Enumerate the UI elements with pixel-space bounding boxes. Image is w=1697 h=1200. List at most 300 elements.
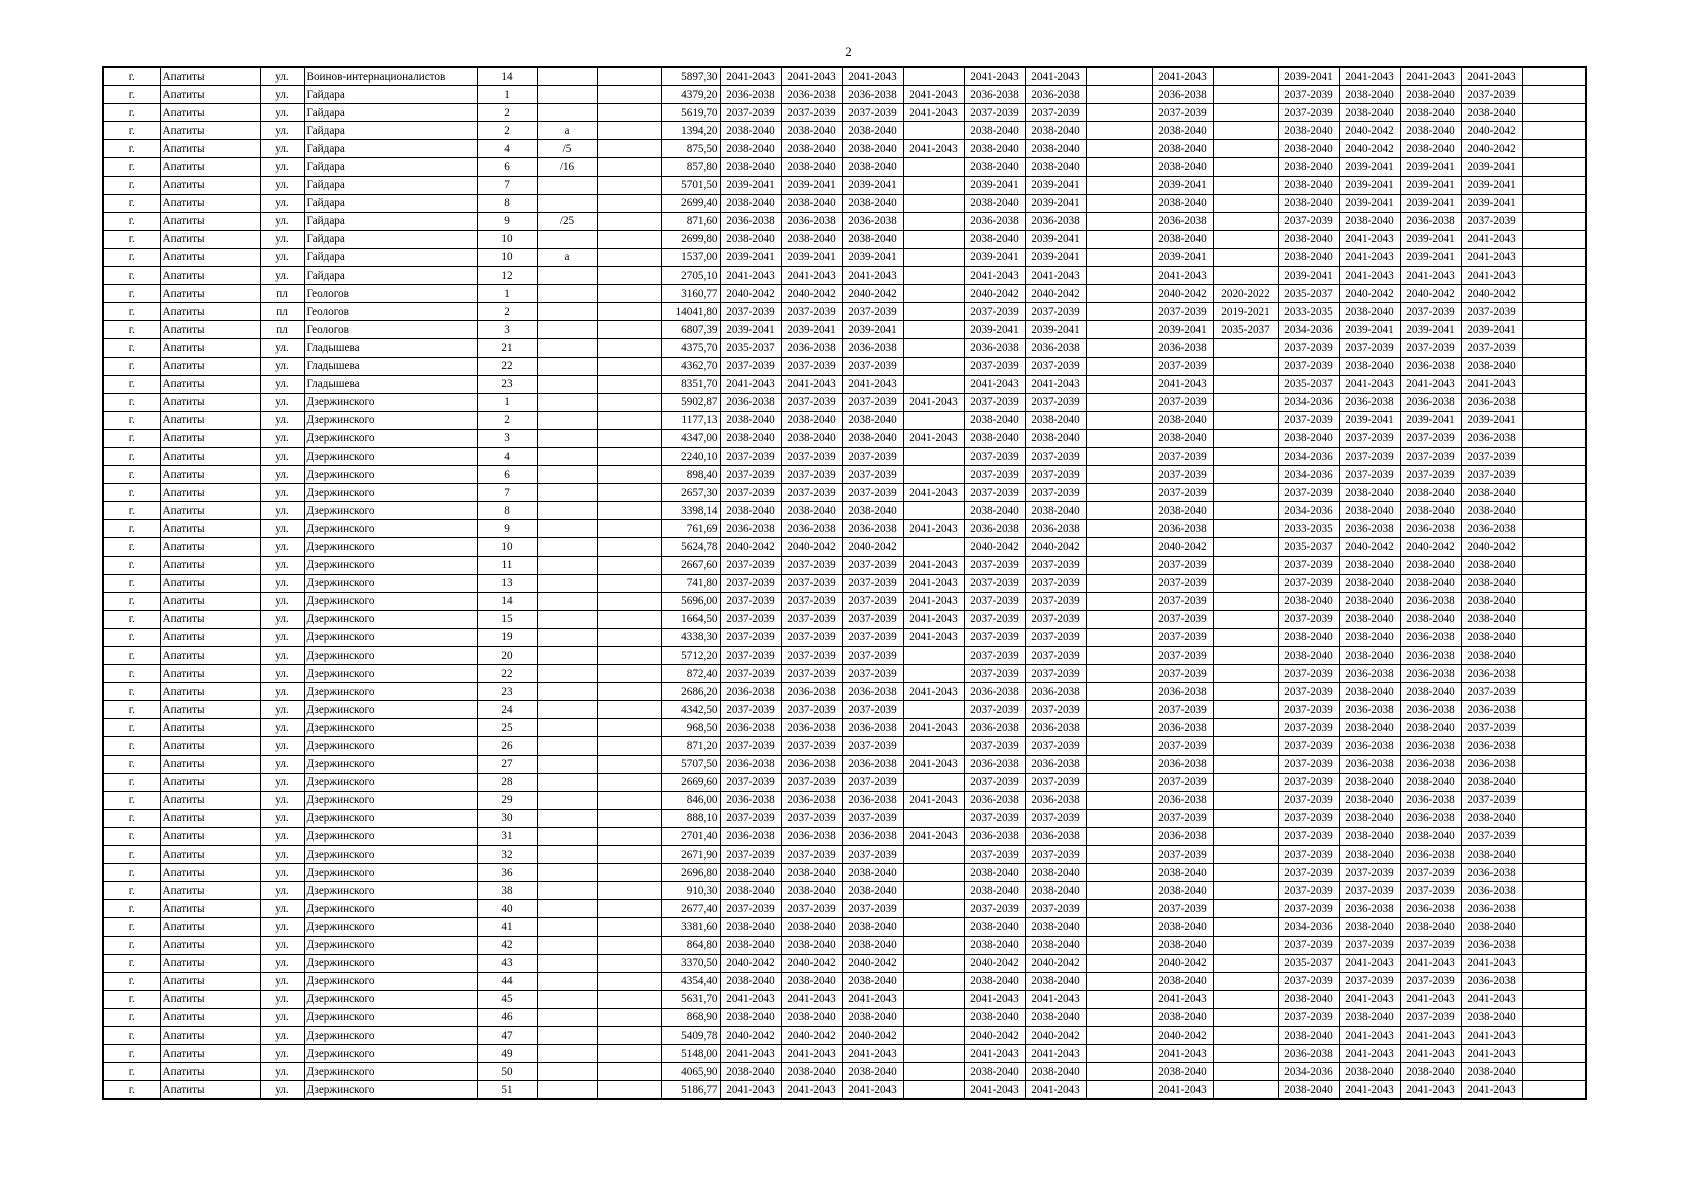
city-cell: Апатиты: [160, 990, 260, 1008]
period-cell-3: 2038-2040: [842, 122, 903, 140]
letter-cell: [597, 864, 661, 882]
area-cell: 2686,20: [661, 683, 720, 701]
area-cell: 1537,00: [661, 248, 720, 266]
city-cell: Апатиты: [160, 248, 260, 266]
extra-cell: [1522, 104, 1586, 122]
period-cell-4: [903, 357, 964, 375]
period-cell-11: 2038-2040: [1339, 846, 1400, 864]
building-cell: [537, 267, 597, 285]
period-cell-2: 2037-2039: [781, 104, 842, 122]
period-cell-12: 2036-2038: [1400, 846, 1461, 864]
city-type-cell: г.: [103, 882, 160, 900]
period-cell-2: 2038-2040: [781, 230, 842, 248]
period-cell-11: 2038-2040: [1339, 484, 1400, 502]
period-cell-10: 2038-2040: [1278, 176, 1339, 194]
period-cell-3: 2038-2040: [842, 194, 903, 212]
period-cell-6: 2037-2039: [1025, 357, 1086, 375]
house-number-cell: 51: [477, 1081, 537, 1100]
street-name-cell: Дзержинского: [304, 1008, 477, 1026]
period-cell-7: [1086, 592, 1152, 610]
period-cell-2: 2039-2041: [781, 321, 842, 339]
period-cell-8: 2037-2039: [1152, 556, 1213, 574]
building-cell: [537, 86, 597, 104]
period-cell-12: 2038-2040: [1400, 86, 1461, 104]
period-cell-2: 2037-2039: [781, 574, 842, 592]
house-number-cell: 6: [477, 466, 537, 484]
house-number-cell: 45: [477, 990, 537, 1008]
extra-cell: [1522, 574, 1586, 592]
table-row: [103, 375, 1586, 393]
street-name-cell: Гайдара: [304, 267, 477, 285]
period-cell-10: 2037-2039: [1278, 86, 1339, 104]
period-cell-11: 2038-2040: [1339, 719, 1400, 737]
period-cell-13: 2037-2039: [1461, 466, 1522, 484]
city-cell: Апатиты: [160, 574, 260, 592]
period-cell-9: [1213, 429, 1278, 447]
period-cell-9: [1213, 339, 1278, 357]
period-cell-4: 2041-2043: [903, 592, 964, 610]
extra-cell: [1522, 737, 1586, 755]
letter-cell: [597, 882, 661, 900]
period-cell-3: 2036-2038: [842, 520, 903, 538]
period-cell-7: [1086, 339, 1152, 357]
period-cell-9: [1213, 230, 1278, 248]
period-cell-8: 2038-2040: [1152, 918, 1213, 936]
period-cell-3: 2037-2039: [842, 809, 903, 827]
period-cell-7: [1086, 375, 1152, 393]
period-cell-8: 2037-2039: [1152, 665, 1213, 683]
building-cell: [537, 393, 597, 411]
period-cell-2: 2038-2040: [781, 429, 842, 447]
table-row: [103, 104, 1586, 122]
period-cell-6: 2038-2040: [1025, 502, 1086, 520]
area-cell: 2696,80: [661, 864, 720, 882]
period-cell-11: 2040-2042: [1339, 140, 1400, 158]
period-cell-8: 2040-2042: [1152, 954, 1213, 972]
area-cell: 8351,70: [661, 375, 720, 393]
street-type-cell: ул.: [260, 520, 304, 538]
letter-cell: [597, 267, 661, 285]
period-cell-4: [903, 176, 964, 194]
period-cell-8: 2040-2042: [1152, 538, 1213, 556]
period-cell-2: 2038-2040: [781, 918, 842, 936]
period-cell-7: [1086, 556, 1152, 574]
period-cell-2: 2037-2039: [781, 628, 842, 646]
period-cell-6: 2037-2039: [1025, 303, 1086, 321]
building-cell: [537, 683, 597, 701]
period-cell-10: 2036-2038: [1278, 1045, 1339, 1063]
period-cell-9: 2020-2022: [1213, 285, 1278, 303]
period-cell-13: 2038-2040: [1461, 574, 1522, 592]
building-cell: [537, 972, 597, 990]
area-cell: 1664,50: [661, 610, 720, 628]
city-type-cell: г.: [103, 683, 160, 701]
period-cell-2: 2038-2040: [781, 122, 842, 140]
period-cell-7: [1086, 466, 1152, 484]
building-cell: [537, 194, 597, 212]
period-cell-9: [1213, 375, 1278, 393]
extra-cell: [1522, 375, 1586, 393]
period-cell-5: 2038-2040: [964, 194, 1025, 212]
building-cell: /16: [537, 158, 597, 176]
period-cell-9: [1213, 791, 1278, 809]
period-cell-4: [903, 882, 964, 900]
street-name-cell: Дзержинского: [304, 447, 477, 465]
period-cell-3: 2038-2040: [842, 158, 903, 176]
period-cell-1: 2037-2039: [720, 592, 781, 610]
table-row: [103, 719, 1586, 737]
area-cell: 1394,20: [661, 122, 720, 140]
city-type-cell: г.: [103, 791, 160, 809]
city-type-cell: г.: [103, 230, 160, 248]
table-row: [103, 755, 1586, 773]
street-name-cell: Воинов-интернационалистов: [304, 67, 477, 86]
street-type-cell: ул.: [260, 827, 304, 845]
period-cell-1: 2040-2042: [720, 538, 781, 556]
period-cell-11: 2037-2039: [1339, 466, 1400, 484]
period-cell-5: 2036-2038: [964, 520, 1025, 538]
city-type-cell: г.: [103, 1026, 160, 1044]
house-number-cell: 36: [477, 864, 537, 882]
table-row: [103, 158, 1586, 176]
period-cell-7: [1086, 882, 1152, 900]
period-cell-10: 2037-2039: [1278, 882, 1339, 900]
period-cell-5: 2036-2038: [964, 339, 1025, 357]
house-number-cell: 23: [477, 375, 537, 393]
table-row: [103, 918, 1586, 936]
period-cell-6: 2038-2040: [1025, 140, 1086, 158]
period-cell-7: [1086, 846, 1152, 864]
letter-cell: [597, 701, 661, 719]
table-row: [103, 556, 1586, 574]
city-type-cell: г.: [103, 194, 160, 212]
extra-cell: [1522, 918, 1586, 936]
extra-cell: [1522, 1008, 1586, 1026]
period-cell-2: 2037-2039: [781, 773, 842, 791]
building-cell: [537, 1008, 597, 1026]
area-cell: 4342,50: [661, 701, 720, 719]
period-cell-2: 2036-2038: [781, 791, 842, 809]
period-cell-7: [1086, 285, 1152, 303]
city-cell: Апатиты: [160, 755, 260, 773]
period-cell-3: 2036-2038: [842, 86, 903, 104]
period-cell-8: 2041-2043: [1152, 1081, 1213, 1100]
period-cell-2: 2041-2043: [781, 990, 842, 1008]
city-cell: Апатиты: [160, 665, 260, 683]
city-type-cell: г.: [103, 158, 160, 176]
street-name-cell: Дзержинского: [304, 520, 477, 538]
period-cell-11: 2041-2043: [1339, 248, 1400, 266]
period-cell-8: 2036-2038: [1152, 520, 1213, 538]
building-cell: [537, 484, 597, 502]
period-cell-2: 2037-2039: [781, 900, 842, 918]
letter-cell: [597, 954, 661, 972]
area-cell: 5696,00: [661, 592, 720, 610]
period-cell-3: 2039-2041: [842, 321, 903, 339]
period-cell-10: 2038-2040: [1278, 122, 1339, 140]
extra-cell: [1522, 1063, 1586, 1081]
period-cell-2: 2037-2039: [781, 737, 842, 755]
period-cell-10: 2037-2039: [1278, 556, 1339, 574]
period-cell-9: [1213, 67, 1278, 86]
period-cell-2: 2036-2038: [781, 339, 842, 357]
letter-cell: [597, 466, 661, 484]
extra-cell: [1522, 267, 1586, 285]
letter-cell: [597, 574, 661, 592]
area-cell: 4362,70: [661, 357, 720, 375]
street-name-cell: Гайдара: [304, 212, 477, 230]
city-type-cell: г.: [103, 954, 160, 972]
extra-cell: [1522, 972, 1586, 990]
area-cell: 898,40: [661, 466, 720, 484]
period-cell-1: 2036-2038: [720, 791, 781, 809]
extra-cell: [1522, 864, 1586, 882]
period-cell-8: 2038-2040: [1152, 936, 1213, 954]
table-row: [103, 176, 1586, 194]
period-cell-1: 2037-2039: [720, 647, 781, 665]
period-cell-9: [1213, 737, 1278, 755]
period-cell-13: 2037-2039: [1461, 827, 1522, 845]
period-cell-6: 2037-2039: [1025, 737, 1086, 755]
city-type-cell: г.: [103, 538, 160, 556]
period-cell-5: 2036-2038: [964, 719, 1025, 737]
area-cell: 5409,78: [661, 1026, 720, 1044]
period-cell-12: 2037-2039: [1400, 447, 1461, 465]
letter-cell: [597, 67, 661, 86]
city-type-cell: г.: [103, 447, 160, 465]
house-number-cell: 7: [477, 176, 537, 194]
period-cell-9: [1213, 954, 1278, 972]
letter-cell: [597, 538, 661, 556]
period-cell-12: 2041-2043: [1400, 267, 1461, 285]
building-cell: [537, 285, 597, 303]
period-cell-12: 2036-2038: [1400, 592, 1461, 610]
period-cell-5: 2040-2042: [964, 285, 1025, 303]
period-cell-4: [903, 285, 964, 303]
period-cell-1: 2036-2038: [720, 683, 781, 701]
period-cell-3: 2037-2039: [842, 773, 903, 791]
period-cell-9: [1213, 411, 1278, 429]
period-cell-12: 2038-2040: [1400, 1063, 1461, 1081]
letter-cell: [597, 484, 661, 502]
period-cell-11: 2041-2043: [1339, 990, 1400, 1008]
period-cell-5: 2039-2041: [964, 176, 1025, 194]
letter-cell: [597, 429, 661, 447]
city-type-cell: г.: [103, 520, 160, 538]
letter-cell: [597, 411, 661, 429]
period-cell-1: 2037-2039: [720, 104, 781, 122]
period-cell-4: [903, 502, 964, 520]
street-type-cell: ул.: [260, 502, 304, 520]
period-cell-9: [1213, 1081, 1278, 1100]
extra-cell: [1522, 447, 1586, 465]
period-cell-13: 2040-2042: [1461, 140, 1522, 158]
area-cell: 5707,50: [661, 755, 720, 773]
period-cell-10: 2037-2039: [1278, 972, 1339, 990]
period-cell-2: 2037-2039: [781, 484, 842, 502]
period-cell-13: 2037-2039: [1461, 719, 1522, 737]
house-number-cell: 23: [477, 683, 537, 701]
house-number-cell: 26: [477, 737, 537, 755]
area-cell: 872,40: [661, 665, 720, 683]
letter-cell: [597, 610, 661, 628]
extra-cell: [1522, 683, 1586, 701]
period-cell-1: 2041-2043: [720, 67, 781, 86]
area-cell: 2677,40: [661, 900, 720, 918]
period-cell-5: 2038-2040: [964, 864, 1025, 882]
building-cell: [537, 502, 597, 520]
period-cell-2: 2040-2042: [781, 285, 842, 303]
building-cell: а: [537, 248, 597, 266]
table-row: [103, 212, 1586, 230]
period-cell-8: 2038-2040: [1152, 1008, 1213, 1026]
city-cell: Апатиты: [160, 1081, 260, 1100]
period-cell-4: [903, 248, 964, 266]
extra-cell: [1522, 900, 1586, 918]
period-cell-4: [903, 737, 964, 755]
period-cell-4: [903, 1045, 964, 1063]
city-type-cell: г.: [103, 719, 160, 737]
period-cell-11: 2038-2040: [1339, 791, 1400, 809]
period-cell-4: 2041-2043: [903, 86, 964, 104]
period-cell-10: 2037-2039: [1278, 827, 1339, 845]
house-number-cell: 3: [477, 321, 537, 339]
period-cell-6: 2039-2041: [1025, 230, 1086, 248]
period-cell-8: 2041-2043: [1152, 67, 1213, 86]
period-cell-12: 2037-2039: [1400, 429, 1461, 447]
period-cell-5: 2037-2039: [964, 104, 1025, 122]
period-cell-2: 2037-2039: [781, 592, 842, 610]
street-type-cell: ул.: [260, 212, 304, 230]
street-name-cell: Дзержинского: [304, 466, 477, 484]
period-cell-1: 2041-2043: [720, 267, 781, 285]
street-name-cell: Дзержинского: [304, 972, 477, 990]
city-cell: Апатиты: [160, 429, 260, 447]
letter-cell: [597, 755, 661, 773]
period-cell-11: 2037-2039: [1339, 972, 1400, 990]
period-cell-8: 2036-2038: [1152, 719, 1213, 737]
period-cell-3: 2038-2040: [842, 230, 903, 248]
period-cell-5: 2037-2039: [964, 773, 1025, 791]
building-cell: [537, 809, 597, 827]
building-cell: [537, 665, 597, 683]
period-cell-4: [903, 267, 964, 285]
area-cell: 3398,14: [661, 502, 720, 520]
extra-cell: [1522, 248, 1586, 266]
period-cell-9: [1213, 647, 1278, 665]
city-type-cell: г.: [103, 393, 160, 411]
extra-cell: [1522, 719, 1586, 737]
table-row: [103, 665, 1586, 683]
period-cell-12: 2039-2041: [1400, 194, 1461, 212]
period-cell-4: [903, 538, 964, 556]
period-cell-11: 2038-2040: [1339, 773, 1400, 791]
period-cell-7: [1086, 827, 1152, 845]
period-cell-12: 2037-2039: [1400, 339, 1461, 357]
area-cell: 5186,77: [661, 1081, 720, 1100]
area-cell: 5897,30: [661, 67, 720, 86]
period-cell-6: 2040-2042: [1025, 285, 1086, 303]
street-name-cell: Дзержинского: [304, 737, 477, 755]
area-cell: 3370,50: [661, 954, 720, 972]
period-cell-8: 2041-2043: [1152, 375, 1213, 393]
period-cell-13: 2041-2043: [1461, 1081, 1522, 1100]
period-cell-9: [1213, 592, 1278, 610]
street-name-cell: Дзержинского: [304, 864, 477, 882]
period-cell-10: 2035-2037: [1278, 285, 1339, 303]
period-cell-8: 2036-2038: [1152, 791, 1213, 809]
period-cell-10: 2037-2039: [1278, 339, 1339, 357]
building-cell: [537, 918, 597, 936]
area-cell: 2705,10: [661, 267, 720, 285]
extra-cell: [1522, 429, 1586, 447]
city-cell: Апатиты: [160, 393, 260, 411]
area-cell: 875,50: [661, 140, 720, 158]
letter-cell: [597, 447, 661, 465]
period-cell-13: 2041-2043: [1461, 990, 1522, 1008]
street-name-cell: Дзержинского: [304, 393, 477, 411]
period-cell-6: 2038-2040: [1025, 429, 1086, 447]
house-number-cell: 4: [477, 140, 537, 158]
period-cell-7: [1086, 194, 1152, 212]
city-type-cell: г.: [103, 429, 160, 447]
period-cell-4: [903, 864, 964, 882]
letter-cell: [597, 393, 661, 411]
city-cell: Апатиты: [160, 719, 260, 737]
city-type-cell: г.: [103, 122, 160, 140]
street-type-cell: ул.: [260, 755, 304, 773]
street-type-cell: ул.: [260, 122, 304, 140]
period-cell-2: 2037-2039: [781, 303, 842, 321]
period-cell-6: 2038-2040: [1025, 918, 1086, 936]
street-type-cell: ул.: [260, 719, 304, 737]
street-type-cell: ул.: [260, 466, 304, 484]
street-name-cell: Дзержинского: [304, 574, 477, 592]
building-cell: [537, 556, 597, 574]
house-number-cell: 31: [477, 827, 537, 845]
page-number: 2: [845, 44, 852, 59]
period-cell-2: 2038-2040: [781, 864, 842, 882]
building-cell: [537, 176, 597, 194]
period-cell-13: 2038-2040: [1461, 846, 1522, 864]
period-cell-7: [1086, 502, 1152, 520]
period-cell-12: 2041-2043: [1400, 990, 1461, 1008]
period-cell-3: 2038-2040: [842, 972, 903, 990]
period-cell-2: 2040-2042: [781, 954, 842, 972]
period-cell-12: 2036-2038: [1400, 212, 1461, 230]
extra-cell: [1522, 882, 1586, 900]
extra-cell: [1522, 339, 1586, 357]
period-cell-3: 2037-2039: [842, 592, 903, 610]
letter-cell: [597, 140, 661, 158]
period-cell-13: 2040-2042: [1461, 122, 1522, 140]
period-cell-5: 2036-2038: [964, 755, 1025, 773]
letter-cell: [597, 647, 661, 665]
table-row: [103, 140, 1586, 158]
period-cell-13: 2038-2040: [1461, 1063, 1522, 1081]
period-cell-3: 2037-2039: [842, 574, 903, 592]
city-type-cell: г.: [103, 936, 160, 954]
period-cell-9: [1213, 1045, 1278, 1063]
period-cell-10: 2038-2040: [1278, 158, 1339, 176]
period-cell-6: 2036-2038: [1025, 683, 1086, 701]
period-cell-5: 2036-2038: [964, 86, 1025, 104]
extra-cell: [1522, 484, 1586, 502]
street-name-cell: Гайдара: [304, 194, 477, 212]
extra-cell: [1522, 755, 1586, 773]
period-cell-8: 2037-2039: [1152, 393, 1213, 411]
period-cell-5: 2036-2038: [964, 791, 1025, 809]
